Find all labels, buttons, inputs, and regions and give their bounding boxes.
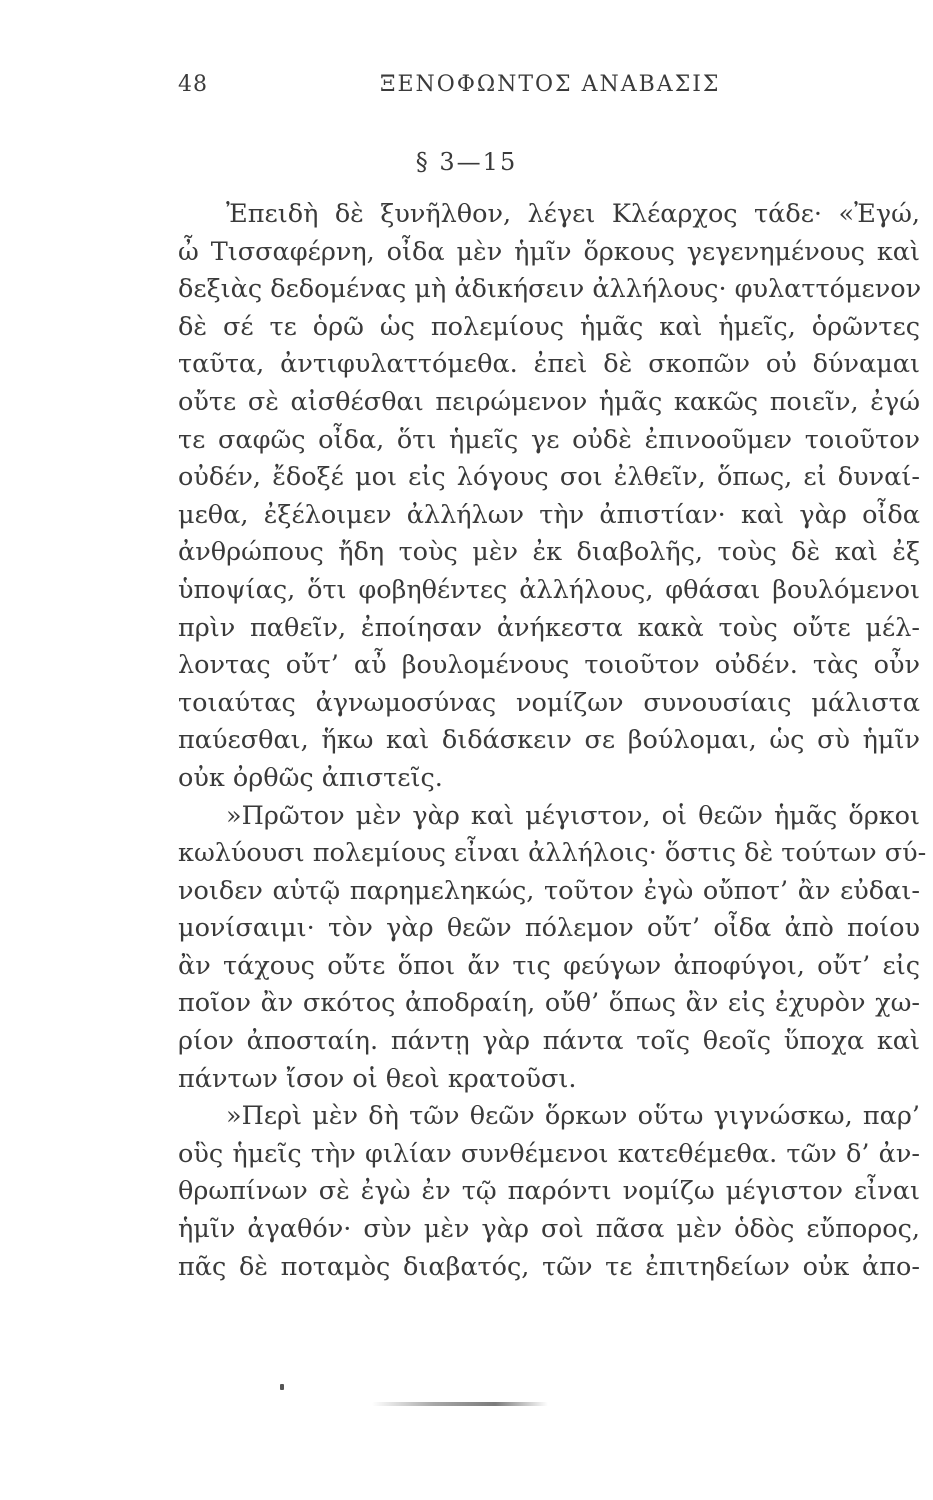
text-line: μεθα, ἐξέλοιμεν ἀλλήλων τὴν ἀπιστίαν· καὶ γὰρ οἶδα	[178, 499, 920, 530]
text-line: παύεσθαι, ἥκω καὶ διδάσκειν σε βούλομαι, ὡς σὺ ἡμῖν	[178, 725, 920, 756]
text-line: ἀνθρώπους ἤδη τοὺς μὲν ἐκ διαβολῆς, τοὺς δὲ καὶ ἐξ	[178, 537, 920, 568]
text-line: ὦ Τισσαφέρνη, οἶδα μὲν ἡμῖν ὅρκους γεγενημένους καὶ	[178, 236, 920, 267]
text-line: οὐδέν, ἔδοξέ μοι εἰς λόγους σοι ἐλθεῖν, ὅπως, εἰ δυναί-	[178, 462, 920, 493]
section-heading: § 3—15	[415, 148, 518, 176]
ink-speck	[280, 1384, 284, 1390]
text-line: ρίον ἀποσταίη. πάντῃ γὰρ πάντα τοῖς θεοῖς ὕποχα καὶ	[178, 1026, 920, 1057]
text-line: νοιδεν αὑτῷ παρημεληκώς, τοῦτον ἐγὼ οὔποτ’ ἂν εὐδαι-	[178, 875, 920, 906]
text-line: ἂν τάχους οὔτε ὅποι ἄν τις φεύγων ἀποφύγοι, οὔτ’ εἰς	[178, 950, 920, 981]
text-line: ταῦτα, ἀντιφυλαττόμεθα. ἐπεὶ δὲ σκοπῶν οὐ δύναμαι	[178, 349, 920, 380]
text-line: ἡμῖν ἀγαθόν· σὺν μὲν γὰρ σοὶ πᾶσα μὲν ὁδὸς εὔπορος,	[178, 1214, 920, 1245]
page-header	[178, 72, 738, 106]
text-line: τε σαφῶς οἶδα, ὅτι ἡμεῖς γε οὐδὲ ἐπινοοῦμεν τοιοῦτον	[178, 424, 920, 455]
text-line: »Περὶ μὲν δὴ τῶν θεῶν ὅρκων οὕτω γιγνώσκω, παρ’	[226, 1101, 920, 1132]
text-line: θρωπίνων σὲ ἐγὼ ἐν τῷ παρόντι νομίζω μέγιστον εἶναι	[178, 1176, 920, 1207]
text-line: δεξιὰς δεδομένας μὴ ἀδικήσειν ἀλλήλους· φυλαττόμενον	[178, 274, 922, 305]
text-line: κωλύουσι πολεμίους εἶναι ἀλλήλοις· ὅστις δὲ τούτων σύ-	[178, 838, 927, 869]
running-title: ΞΕΝΟΦΩΝΤΟΣ ΑΝΑΒΑΣΙΣ	[380, 72, 721, 97]
text-line: δὲ σέ τε ὁρῶ ὡς πολεμίους ἡμᾶς καὶ ἡμεῖς, ὁρῶντες	[178, 311, 920, 342]
text-line: λοντας οὔτ’ αὖ βουλομένους τοιοῦτον οὐδέν. τὰς οὖν	[178, 650, 920, 681]
body-text	[178, 196, 927, 1286]
ink-smudge	[372, 1402, 548, 1406]
text-line: ποῖον ἂν σκότος ἀποδραίη, οὔθ’ ὅπως ἂν εἰς ἐχυρὸν χω-	[178, 988, 920, 1019]
text-line: »Πρῶτον μὲν γὰρ καὶ μέγιστον, οἱ θεῶν ἡμᾶς ὅρκοι	[226, 800, 920, 831]
text-line: πάντων ἴσον οἱ θεοὶ κρατοῦσι.	[178, 1063, 577, 1094]
text-line: Ἐπειδὴ δὲ ξυνῆλθον, λέγει Κλέαρχος τάδε· «Ἐγώ,	[226, 199, 920, 229]
text-line: μονίσαιμι· τὸν γὰρ θεῶν πόλεμον οὔτ’ οἶδα ἀπὸ ποίου	[178, 913, 920, 944]
text-line: τοιαύτας ἀγνωμοσύνας νομίζων συνουσίαις μάλιστα	[178, 687, 920, 718]
text-line: πρὶν παθεῖν, ἐποίησαν ἀνήκεστα κακὰ τοὺς οὔτε μέλ-	[178, 612, 920, 643]
text-line: οὐκ ὀρθῶς ἀπιστεῖς.	[178, 762, 443, 793]
text-line: οὔτε σὲ αἰσθέσθαι πειρώμενον ἡμᾶς κακῶς ποιεῖν, ἐγώ	[178, 386, 920, 417]
text-line: οὓς ἡμεῖς τὴν φιλίαν συνθέμενοι κατεθέμεθα. τῶν δ’ ἀν-	[178, 1138, 920, 1169]
text-line: ὑποψίας, ὅτι φοβηθέντες ἀλλήλους, φθάσαι βουλόμενοι	[178, 574, 920, 605]
text-line: πᾶς δὲ ποταμὸς διαβατός, τῶν τε ἐπιτηδείων οὐκ ἀπο-	[178, 1251, 920, 1282]
page-number: 48	[178, 72, 208, 97]
